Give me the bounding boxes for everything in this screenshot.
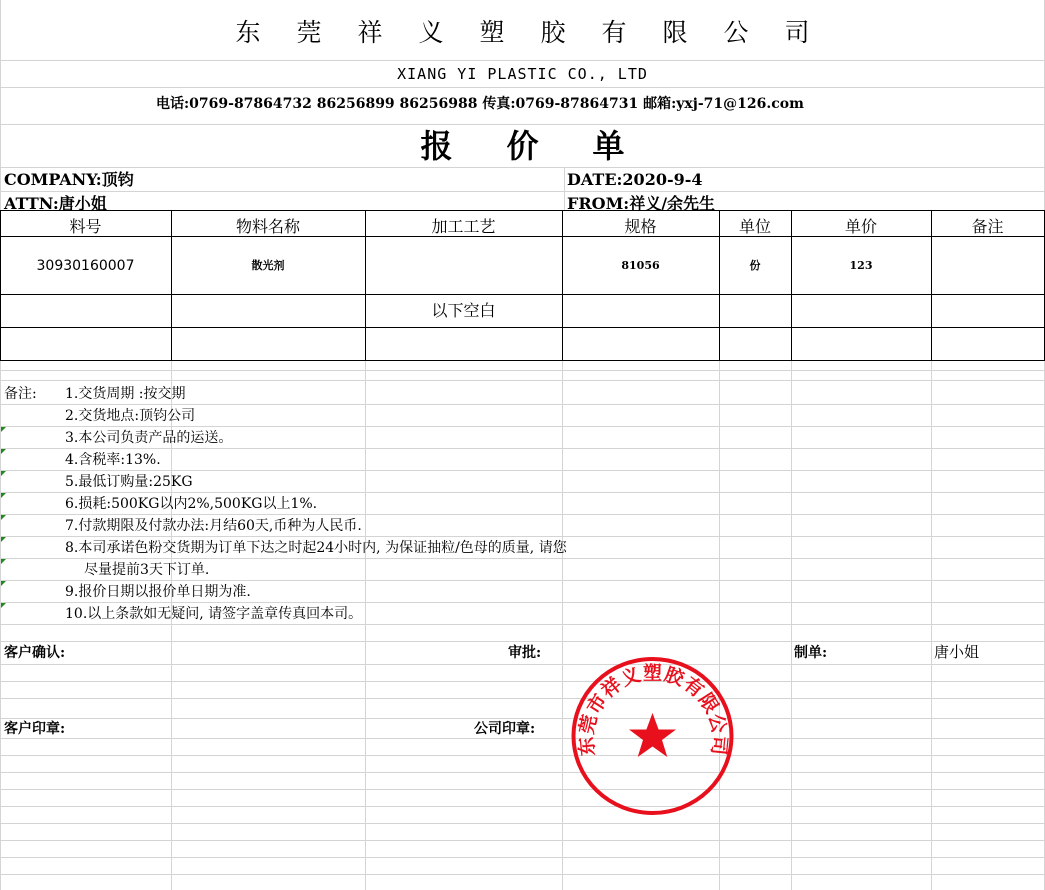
customer-confirm-label: 客户确认:: [4, 645, 66, 661]
note-item-9: 9.报价日期以报价单日期为准.: [65, 584, 251, 600]
attn-field: ATTN:唐小姐: [4, 194, 107, 213]
note-item-4: 4.含税率:13%.: [65, 452, 161, 468]
cell-marker: [1, 427, 6, 432]
company-seal-label: 公司印章:: [474, 721, 536, 737]
note-item-7: 7.付款期限及付款办法:月结60天,币种为人民币.: [65, 518, 362, 534]
company-name-cn: 东莞祥义塑胶有限公司: [235, 18, 846, 47]
seal-star-icon: [629, 713, 676, 757]
cell-marker: [1, 559, 6, 564]
date-field: DATE:2020-9-4: [567, 170, 703, 189]
note-item-2: 2.交货地点:顶钧公司: [65, 408, 196, 424]
note-item-3: 3.本公司负责产品的运送。: [65, 430, 233, 446]
row1-price: 123: [849, 259, 873, 272]
from-field: FROM:祥义/余先生: [567, 194, 716, 213]
col-header-spec: 规格: [624, 217, 657, 236]
cell-marker: [1, 515, 6, 520]
approve-label: 审批:: [508, 645, 542, 661]
document-title: 报价单: [420, 127, 679, 165]
maker-label: 制单:: [794, 645, 828, 661]
col-header-price: 单价: [844, 217, 877, 236]
cell-marker: [1, 471, 6, 476]
col-header-part-no: 料号: [69, 217, 102, 236]
note-item-1: 1.交货周期 :按交期: [65, 386, 186, 402]
col-header-unit: 单位: [738, 217, 771, 236]
cell-marker: [1, 537, 6, 542]
col-header-process: 加工工艺: [431, 217, 496, 236]
company-field: COMPANY:顶钧: [4, 170, 134, 189]
cell-marker: [1, 603, 6, 608]
note-item-10: 10.以上条款如无疑问, 请签字盖章传真回本司。: [65, 606, 363, 622]
row1-unit: 份: [749, 259, 761, 272]
note-item-6: 6.损耗:500KG以内2%,500KG以上1%.: [65, 496, 318, 512]
notes-label: 备注:: [4, 386, 37, 402]
row1-part-no: 30930160007: [36, 258, 135, 274]
customer-seal-label: 客户印章:: [4, 721, 66, 737]
cell-marker: [1, 493, 6, 498]
company-name-en: XIANG YI PLASTIC CO., LTD: [397, 65, 648, 83]
note-item-8-cont: 尽量提前3天下订单.: [84, 562, 210, 578]
row1-material-name: 散光剂: [251, 259, 285, 272]
maker-name: 唐小姐: [934, 643, 980, 661]
note-item-8: 8.本司承诺色粉交货期为订单下达之时起24小时内, 为保证抽粒/色母的质量, 请您: [65, 540, 567, 556]
contact-info: 电话:0769-87864732 86256899 86256988 传真:0769-87864731 邮箱:yxj-71@126.com: [156, 96, 804, 112]
note-item-5: 5.最低订购量:25KG: [65, 474, 193, 490]
col-header-remark: 备注: [971, 217, 1004, 236]
row1-spec: 81056: [621, 259, 660, 272]
seal-text: 东莞市祥义塑胶有限公司: [575, 662, 731, 758]
cell-marker: [1, 449, 6, 454]
col-header-material-name: 物料名称: [235, 217, 300, 236]
cell-marker: [1, 581, 6, 586]
blank-below-note: 以下空白: [431, 301, 496, 320]
company-seal-stamp: [570, 656, 735, 816]
